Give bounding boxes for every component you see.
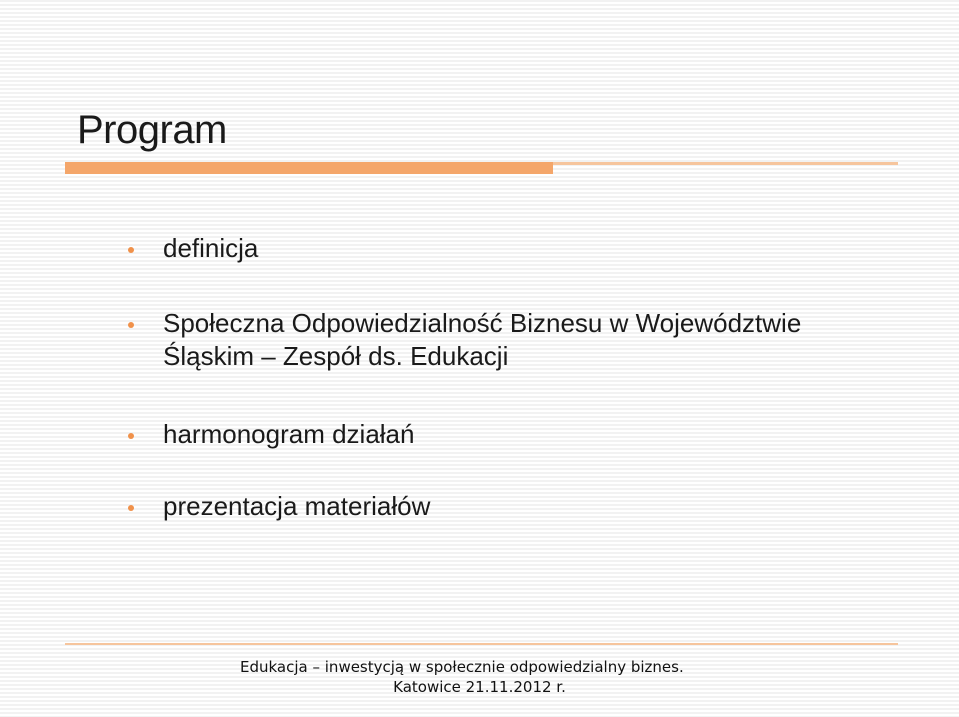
bullet-marker-icon: [128, 433, 134, 439]
title-underline-thin: [553, 162, 898, 165]
bullet-item-definition: definicja: [163, 233, 259, 263]
bullet-marker-icon: [128, 247, 134, 253]
footer-divider: [65, 643, 898, 645]
bullet-item-materials: prezentacja materiałów: [163, 491, 431, 521]
title-underline-accent: [65, 162, 553, 174]
slide-title: Program: [77, 108, 227, 152]
bullet-item-team: Społeczna Odpowiedzialność Biznesu w Województwie Śląskim – Zespół ds. Edukacji: [163, 308, 802, 371]
footer-tagline: Edukacja – inwestycją w społecznie odpowiedzialny biznes.: [240, 658, 684, 676]
footer-date: Katowice 21.11.2012 r.: [393, 678, 566, 696]
bullet-item-schedule: harmonogram działań: [163, 419, 415, 449]
bullet-marker-icon: [128, 322, 134, 328]
bullet-marker-icon: [128, 505, 134, 511]
